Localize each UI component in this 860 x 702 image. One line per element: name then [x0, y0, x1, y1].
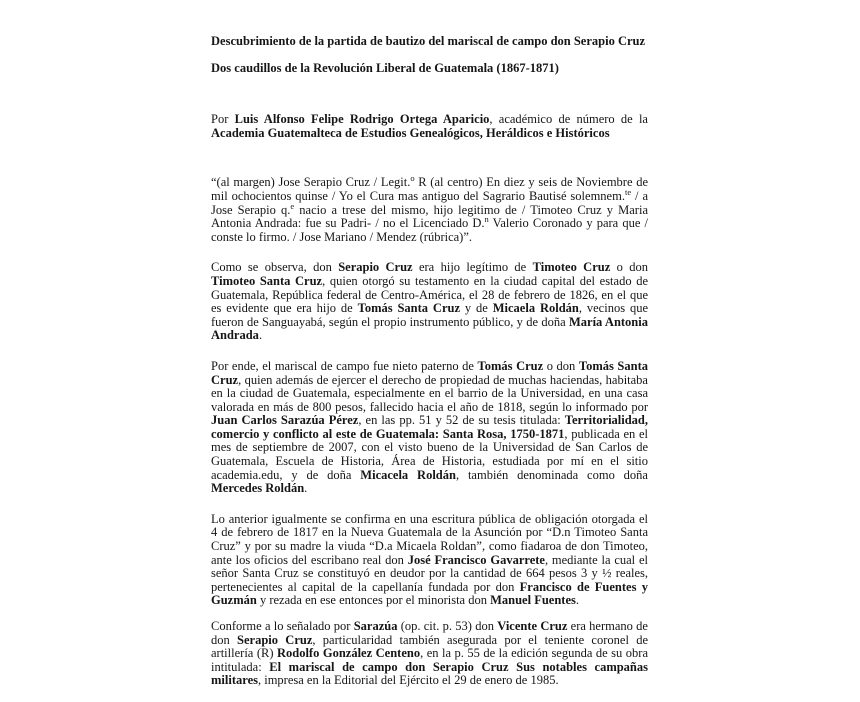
- paragraph-grandfather: Por ende, el mariscal de campo fue nieto paterno de Tomás Cruz o don Tomás Santa Cruz, quien además de ejercer el derecho de propiedad de muchas haciendas, habitaba en la ciudad de Guatemala, especialmente en el barrio de la Universidad, en una casa valorada en más de 800 pesos, fallecido hacia el año de 1818, según lo informado por Juan Carlos Sarazúa Pérez, en las pp. 51 y 52 de su tesis titulada: Territorialidad, comercio y conflicto al este de Guatemala: Santa Rosa, 1750-1871, publicada en el mes de septiembre de 2007, con el visto bueno de la Universidad de San Carlos de Guatemala, Escuela de Historia, Área de Historia, estudiada por mí en el sitio academia.edu, y de doña Micacela Roldán, también denominada como doña Mercedes Roldán.: [211, 358, 649, 496]
- document-title: Descubrimiento de la partida de bautizo del mariscal de campo don Serapio Cruz: [211, 34, 646, 48]
- author-byline: Por Luis Alfonso Felipe Rodrigo Ortega Aparicio, académico de número de la Academia Guatemalteca de Estudios Genealógicos, Heráldicos e Históricos: [211, 112, 648, 140]
- paragraph-escritura: Lo anterior igualmente se confirma en una escritura pública de obligación otorgada el 4 de febrero de 1817 en la Nueva Guatemala de la Asunción por “D.n Timoteo Santa Cruz” y por su madre la viuda “D.a Micaela Roldan”, como fiadaroa de don Timoteo, ante los oficios del escribano real don José Francisco Gavarrete, mediante la cual el señor Santa Cruz se constituyó en deudor por la cantidad de 664 pesos 3 y ½ reales, pertenecientes al capital de la capellanía fundada por don Francisco de Fuentes y Guzmán y rezada en ese entonces por el minorista don Manuel Fuentes.: [211, 511, 649, 608]
- paragraph-testament: Como se observa, don Serapio Cruz era hijo legítimo de Timoteo Cruz o don Timoteo Santa Cruz, quien otorgó su testamento en la ciudad capital del estado de Guatemala, República federal de Centro-América, el 28 de febrero de 1826, en el que es evidente que era hijo de Tomás Santa Cruz y de Micaela Roldán, vecinos que fueron de Sanguayabá, según el propio instrumento público, y de doña María Antonia Andrada.: [211, 260, 649, 343]
- document-subtitle: Dos caudillos de la Revolución Liberal de Guatemala (1867-1871): [211, 60, 559, 75]
- paragraph-brother: Conforme a lo señalado por Sarazúa (op. cit. p. 53) don Vicente Cruz era hermano de don Serapio Cruz, particularidad también asegurada por el teniente coronel de artillería (R) Rodolfo González Centeno, en la p. 55 de la edición segunda de su obra intitulada: El mariscal de campo don Serapio Cruz Sus notables campañas militares, impresa en la Editorial del Ejército el 29 de enero de 1985.: [211, 619, 649, 688]
- document-text-column: [211, 35, 648, 688]
- paragraph-baptism-quote: “(al margen) Jose Serapio Cruz / Legit.$^o$ R (al centro) En diez y seis de Noviembre de mil ochocientos quinse / Yo el Cura mas antiguo del Sagrario Bautisé solemnem.$^{te}$ / a Jose Serapio q.$^e$ nacio a trese del mismo, hijo legitimo de / Timoteo Cruz y Maria Antonia Andrada: fue su Padri- / no el Licenciado D.$^n$ Valerio Coronado y para que / conste lo firmo. / Jose Mariano / Mendez (rúbrica)”.: [211, 173, 649, 244]
